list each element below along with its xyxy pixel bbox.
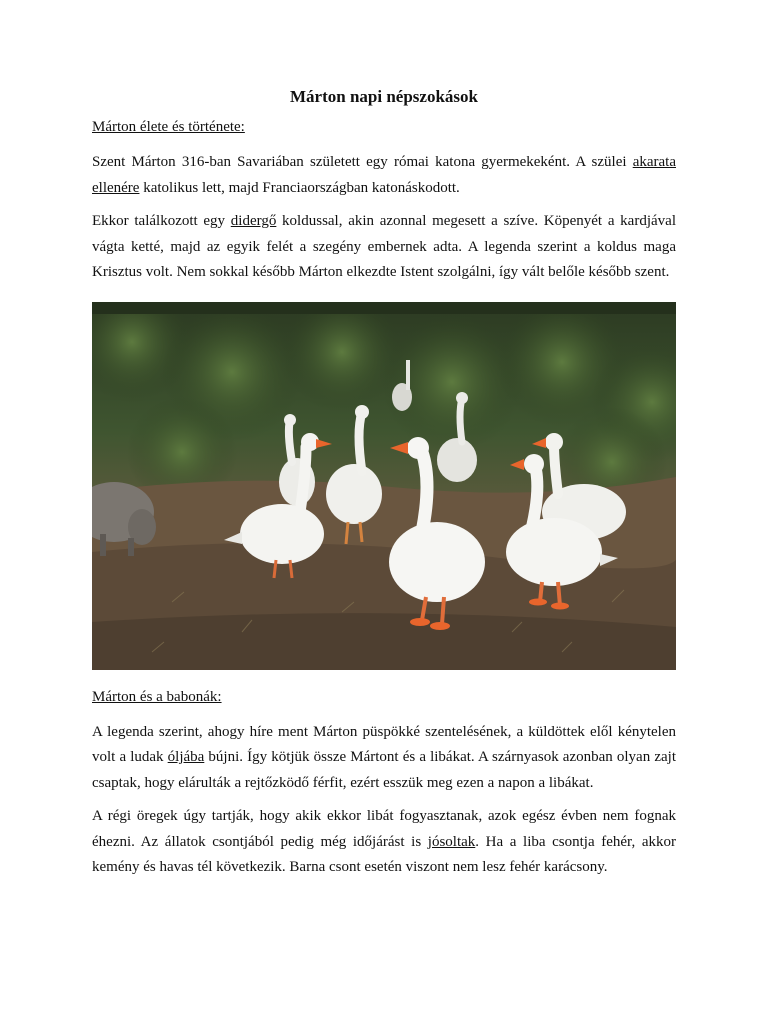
section-heading-life: Márton élete és története: [92,119,245,135]
paragraph-text: . Ha a liba csontja fehér, akkor kemény és havas tél következik. Barna csont esetén viszont nem lesz fehér karácsony. [92,833,676,875]
document-title: Márton napi népszokások [290,87,478,106]
document-page [92,84,676,889]
paragraph-beggar [92,209,676,286]
paragraph-legend [92,720,676,797]
underlined-term-oljaba: óljába [167,749,205,765]
section-heading-superstitions: Márton és a babonák: [92,688,222,705]
underlined-term-akarata-ellenere: akarata ellenére [92,154,676,196]
paragraph-birth [92,150,676,201]
paragraph-text: A legenda szerint, ahogy híre ment Márton püspökké szentelésének, a küldöttek elől kénytelen volt a ludak [92,723,676,765]
paragraph-text: koldussal, akin azonnal megesett a szíve. Köpenyét a kardjával vágta ketté, majd az egyik felét a szegény embernek adta. A legenda szerint a koldus maga Krisztus volt. Nem sokkal később Márton elkezdte Istent szolgálni, így vált belőle később szent. [92,213,676,280]
underlined-term-didergo: didergő [230,213,277,229]
paragraph-text: Ekkor találkozott egy [92,213,231,229]
paragraph-text: Szent Márton 316-ban Savariában született egy római katona gyermekeként. A szülei [92,154,633,170]
paragraph-text: bújni. Így kötjük össze Mártont és a libákat. A szárnyasok azonban olyan zajt csaptak, hogy elárulták a rejtőzködő férfit, ezért esszük meg ezen a napon a libákat. [92,749,676,791]
paragraph-text: katolikus lett, majd Franciaországban katonáskodott. [139,179,460,196]
underlined-term-josoltak: jósoltak [427,833,476,850]
paragraph-text: A régi öregek úgy tartják, hogy akik ekkor libát fogyasztanak, azok egész évben nem fognak éhezni. Az állatok csontjából pedig még időjárást is [92,808,676,850]
paragraph-weather [92,804,676,881]
geese-photo [92,302,676,670]
